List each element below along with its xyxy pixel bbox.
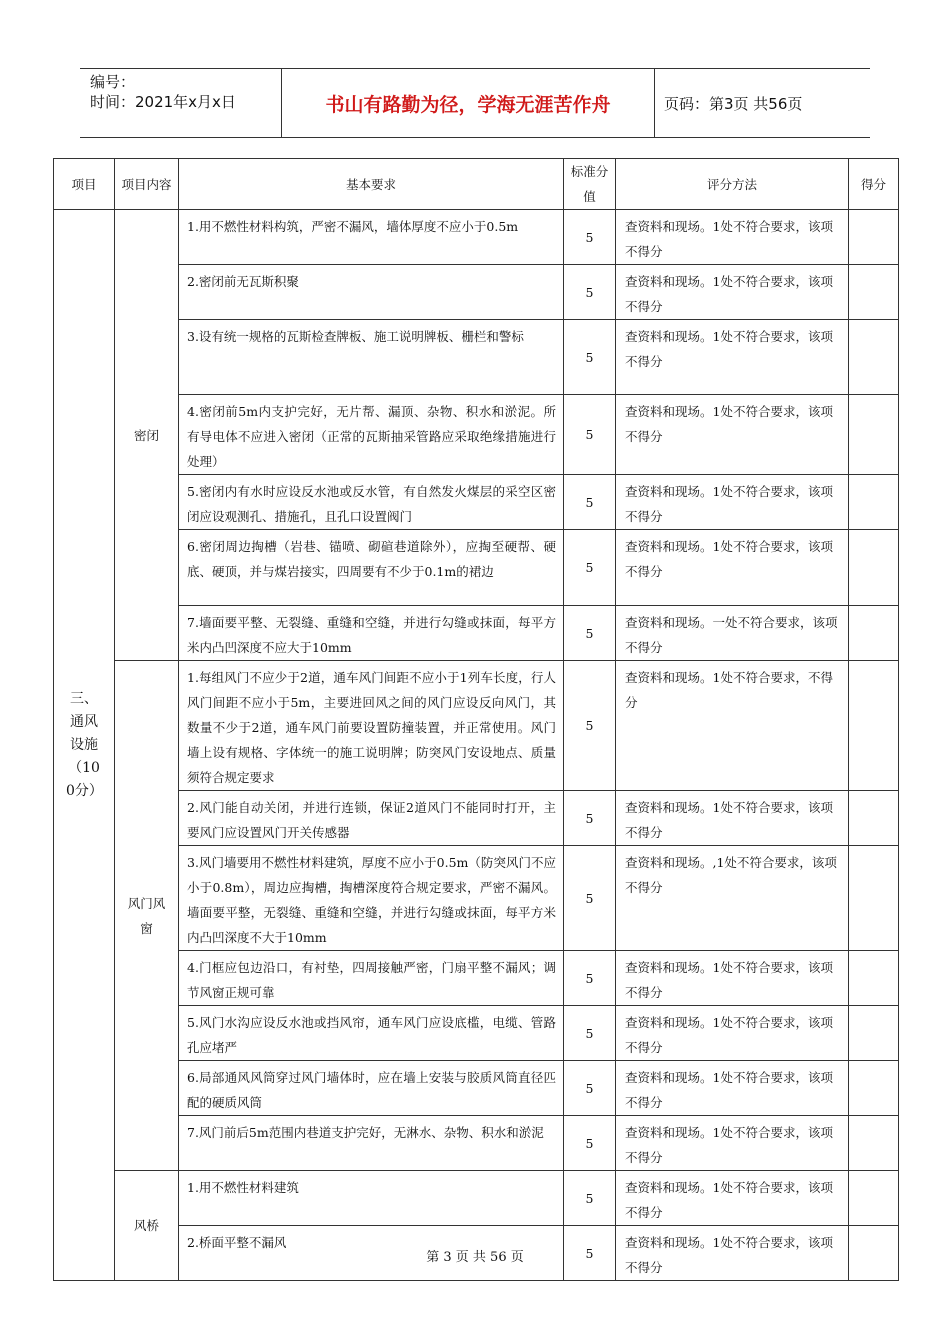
- requirement-cell: 2.密闭前无瓦斯积聚: [179, 265, 564, 320]
- table-row: [54, 1171, 899, 1226]
- group-name: 风门风窗: [127, 895, 166, 936]
- time-label: 时间：2021年x月x日: [90, 93, 236, 111]
- header-meta: [80, 69, 282, 137]
- group-name-cell: [115, 661, 179, 1171]
- scoring-method-cell: 查资料和现场。1处不符合要求，该项不得分: [616, 791, 849, 846]
- scoring-method-cell: 查资料和现场。1处不符合要求，该项不得分: [616, 475, 849, 530]
- requirement-cell: 3.风门墙要用不燃性材料建筑，厚度不应小于0.5m（防突风门不应小于0.8m），周边应掏槽，掏槽深度符合规定要求，严密不漏风。墙面要平整，无裂缝、重缝和空缝，并进行勾缝或抹面，每平方米内凸凹深度不大于10mm: [179, 846, 564, 951]
- requirement-cell: 2.风门能自动关闭，并进行连锁，保证2道风门不能同时打开，主要风门应设置风门开关传感器: [179, 791, 564, 846]
- scoring-method-cell: 查资料和现场。,1处不符合要求，该项不得分: [616, 846, 849, 951]
- header-motto: 书山有路勤为径，学海无涯苦作舟: [282, 69, 655, 137]
- requirement-cell: 6.局部通风风筒穿过风门墙体时，应在墙上安装与胶质风筒直径匹配的硬质风筒: [179, 1061, 564, 1116]
- requirement-cell: 5.风门水沟应设反水池或挡风帘，通车风门应设底槛，电缆、管路孔应堵严: [179, 1006, 564, 1061]
- score-cell[interactable]: [849, 1006, 899, 1061]
- standard-score-cell: 5: [564, 475, 616, 530]
- table-row: [54, 210, 899, 265]
- requirement-cell: 7.墙面要平整、无裂缝、重缝和空缝，并进行勾缝或抹面，每平方米内凸凹深度不应大于10mm: [179, 606, 564, 661]
- section-label: 三、通风设施（100分）: [66, 690, 103, 799]
- header-scoring-method: 评分方法: [616, 159, 849, 210]
- requirement-cell: 5.密闭内有水时应设反水池或反水管，有自然发火煤层的采空区密闭应设观测孔、措施孔，且孔口设置阀门: [179, 475, 564, 530]
- score-cell[interactable]: [849, 320, 899, 395]
- standard-score-cell: 5: [564, 846, 616, 951]
- table-row: [54, 475, 899, 530]
- table-row: [54, 1116, 899, 1171]
- requirement-cell: 1.用不燃性材料构筑，严密不漏风，墙体厚度不应小于0.5m: [179, 210, 564, 265]
- standard-score-cell: 5: [564, 951, 616, 1006]
- page-header: [80, 68, 870, 138]
- requirement-cell: 6.密闭周边掏槽（岩巷、锚喷、砌碹巷道除外），应掏至硬帮、硬底、硬顶，并与煤岩接实，四周要有不少于0.1m的裙边: [179, 530, 564, 606]
- table-body: [54, 210, 899, 1281]
- header-item: 项目: [54, 159, 115, 210]
- requirement-cell: 4.密闭前5m内支护完好，无片帮、漏顶、杂物、积水和淤泥。所有导电体不应进入密闭（正常的瓦斯抽采管路应采取绝缘措施进行处理）: [179, 395, 564, 475]
- scoring-table: [53, 158, 899, 1281]
- score-cell[interactable]: [849, 846, 899, 951]
- standard-score-cell: 5: [564, 1171, 616, 1226]
- page-footer: 第 3 页 共 56 页: [426, 1250, 524, 1265]
- score-cell[interactable]: [849, 951, 899, 1006]
- standard-score-cell: 5: [564, 530, 616, 606]
- standard-score-cell: 5: [564, 1116, 616, 1171]
- scoring-method-cell: 查资料和现场。一处不符合要求，该项不得分: [616, 606, 849, 661]
- score-cell[interactable]: [849, 265, 899, 320]
- number-label: 编号：: [90, 73, 136, 91]
- scoring-method-cell: 查资料和现场。1处不符合要求，该项不得分: [616, 1171, 849, 1226]
- scoring-method-cell: 查资料和现场。1处不符合要求，该项不得分: [616, 1226, 849, 1281]
- standard-score-cell: 5: [564, 1006, 616, 1061]
- score-cell[interactable]: [849, 210, 899, 265]
- scoring-method-cell: 查资料和现场。1处不符合要求，该项不得分: [616, 265, 849, 320]
- table-row: [54, 395, 899, 475]
- scoring-method-cell: 查资料和现场。1处不符合要求，该项不得分: [616, 1061, 849, 1116]
- standard-score-cell: 5: [564, 1226, 616, 1281]
- scoring-method-cell: 查资料和现场。1处不符合要求，该项不得分: [616, 1006, 849, 1061]
- requirement-cell: 1.用不燃性材料建筑: [179, 1171, 564, 1226]
- header-basic-requirement: 基本要求: [179, 159, 564, 210]
- scoring-method-cell: 查资料和现场。1处不符合要求，该项不得分: [616, 530, 849, 606]
- score-cell[interactable]: [849, 606, 899, 661]
- score-cell[interactable]: [849, 475, 899, 530]
- table-row: [54, 846, 899, 951]
- table-row: [54, 791, 899, 846]
- standard-score-cell: 5: [564, 606, 616, 661]
- requirement-cell: 4.门框应包边沿口，有衬垫，四周接触严密，门扇平整不漏风；调节风窗正规可靠: [179, 951, 564, 1006]
- requirement-cell: 7.风门前后5m范围内巷道支护完好，无淋水、杂物、积水和淤泥: [179, 1116, 564, 1171]
- requirement-cell: 2.桥面平整不漏风: [179, 1226, 564, 1281]
- score-cell[interactable]: [849, 1171, 899, 1226]
- table-row: [54, 661, 899, 791]
- score-cell[interactable]: [849, 1116, 899, 1171]
- score-cell[interactable]: [849, 395, 899, 475]
- table-row: [54, 530, 899, 606]
- table-header-row: [54, 159, 899, 210]
- table-row: [54, 951, 899, 1006]
- group-name-cell: [115, 210, 179, 661]
- requirement-cell: 1.每组风门不应少于2道，通车风门间距不应小于1列车长度，行人风门间距不应小于5m，主要进回风之间的风门应设反向风门，其数量不少于2道，通车风门前要设置防撞装置，并正常使用。风门墙上设有规格、字体统一的施工说明牌；防突风门安设地点、质量须符合规定要求: [179, 661, 564, 791]
- standard-score-cell: 5: [564, 791, 616, 846]
- standard-score-cell: 5: [564, 1061, 616, 1116]
- table-row: [54, 265, 899, 320]
- group-name: 风桥: [133, 1218, 159, 1233]
- table-row: [54, 1006, 899, 1061]
- scoring-method-cell: 查资料和现场。1处不符合要求，该项不得分: [616, 320, 849, 395]
- score-cell[interactable]: [849, 661, 899, 791]
- standard-score-cell: 5: [564, 265, 616, 320]
- header-score: 得分: [849, 159, 899, 210]
- score-cell[interactable]: [849, 1061, 899, 1116]
- requirement-cell: 3.设有统一规格的瓦斯检查牌板、施工说明牌板、栅栏和警标: [179, 320, 564, 395]
- scoring-method-cell: 查资料和现场。1处不符合要求，该项不得分: [616, 1116, 849, 1171]
- standard-score-cell: 5: [564, 320, 616, 395]
- score-cell[interactable]: [849, 530, 899, 606]
- section-cell: [54, 210, 115, 1281]
- table-row: [54, 606, 899, 661]
- standard-score-cell: 5: [564, 661, 616, 791]
- standard-score-cell: 5: [564, 395, 616, 475]
- group-name: 密闭: [133, 427, 159, 443]
- table-row: [54, 1061, 899, 1116]
- scoring-method-cell: 查资料和现场。1处不符合要求，该项不得分: [616, 951, 849, 1006]
- standard-score-cell: 5: [564, 210, 616, 265]
- scoring-method-cell: 查资料和现场。1处不符合要求，不得分: [616, 661, 849, 791]
- header-item-content: 项目内容: [115, 159, 179, 210]
- score-cell[interactable]: [849, 791, 899, 846]
- header-page-label: 页码：第3页 共56页: [664, 94, 803, 113]
- header-standard-score: 标准分值: [564, 159, 616, 210]
- table-row: [54, 320, 899, 395]
- scoring-method-cell: 查资料和现场。1处不符合要求，该项不得分: [616, 210, 849, 265]
- scoring-method-cell: 查资料和现场。1处不符合要求，该项不得分: [616, 395, 849, 475]
